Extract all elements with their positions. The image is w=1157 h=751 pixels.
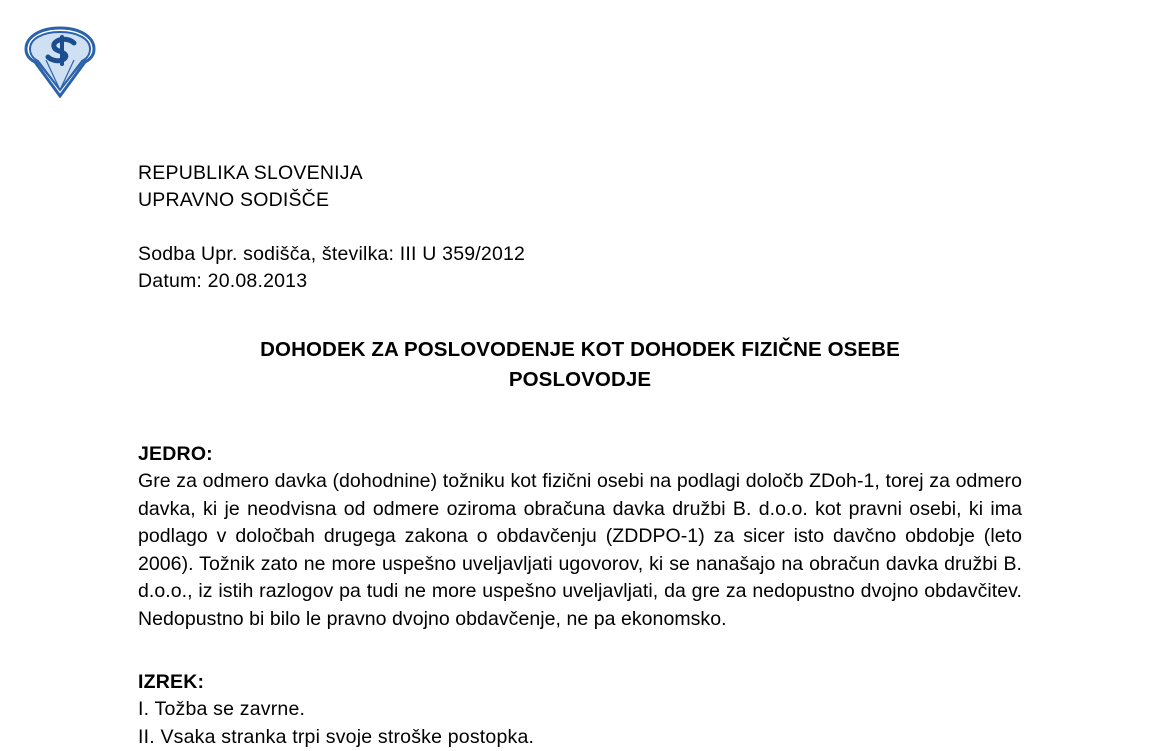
case-date: Datum: 20.08.2013 bbox=[138, 268, 1022, 295]
section-izrek-label: IZREK: bbox=[138, 669, 1022, 696]
section-jedro-label: JEDRO: bbox=[138, 441, 1022, 468]
section-izrek-line-2: II. Vsaka stranka trpi svoje stroške postopka. bbox=[138, 724, 1022, 751]
section-jedro bbox=[138, 441, 1022, 633]
page-title-line-2: POSLOVODJE bbox=[138, 365, 1022, 395]
institution-header bbox=[138, 160, 1022, 214]
case-meta bbox=[138, 241, 1022, 295]
court-emblem-logo bbox=[22, 26, 98, 98]
section-izrek-line-1: I. Tožba se zavrne. bbox=[138, 696, 1022, 724]
section-jedro-text: Gre za odmero davka (dohodnine) tožniku kot fizični osebi na podlagi določb ZDoh-1, torej za odmero davka, ki je neodvisna od odmere oziroma obračuna davka družbi B. d.o.o. kot pravni osebi, ki ima podlago v določbah drugega zakona o obdavčenju (ZDDPO-1) za sicer isto davčno obdobje (leto 2006). Tožnik zato ne more uspešno uveljavljati ugovorov, ki se nanašajo na obračun davka družbi B. d.o.o., iz istih razlogov pa tudi ne more uspešno uveljavljati, da gre za nedopustno dvojno obdavčitev. Nedopustno bi bilo le pravno dvojno obdavčenje, ne pa ekonomsko. bbox=[138, 468, 1022, 633]
case-number: Sodba Upr. sodišča, številka: III U 359/2012 bbox=[138, 241, 1022, 268]
institution-line-1: REPUBLIKA SLOVENIJA bbox=[138, 160, 1022, 187]
document-content bbox=[138, 160, 1022, 751]
page-title-line-1: DOHODEK ZA POSLOVODENJE KOT DOHODEK FIZIČNE OSEBE bbox=[138, 335, 1022, 365]
section-izrek bbox=[138, 669, 1022, 751]
institution-line-2: UPRAVNO SODIŠČE bbox=[138, 187, 1022, 214]
page-title bbox=[138, 335, 1022, 395]
